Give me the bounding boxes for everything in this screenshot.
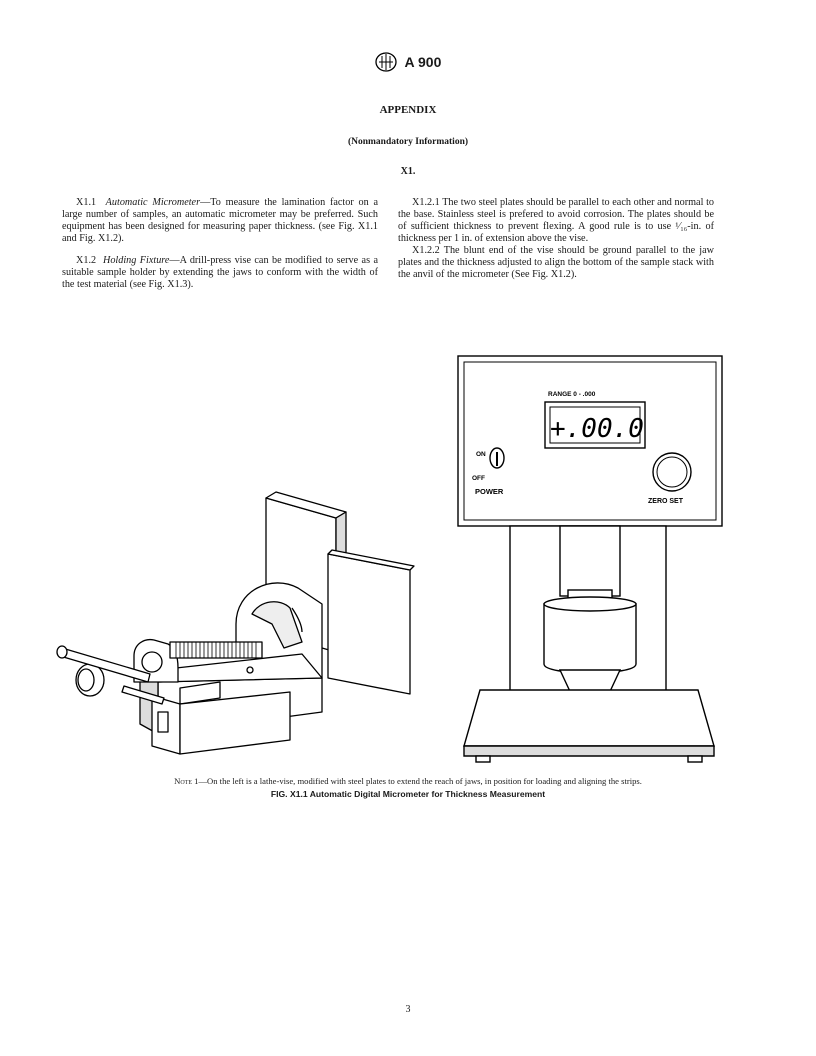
document-header [0, 52, 816, 72]
document-designation: A 900 [404, 54, 442, 70]
paragraph-x1-2 [62, 255, 378, 291]
section-heading: X1. [400, 166, 416, 177]
zero-set-label: ZERO SET [648, 498, 684, 505]
paragraph-x1-2-1: X1.2.1 The two steel plates should be parallel to each other and normal to the base. Stainless steel is prefered to avoid corrosion. The plates should be of sufficient thickness to prevent flexing. A good rule is to use ¹⁄₁₆-in. of thickness per 1 in. of extension above the vise. [398, 197, 714, 244]
digital-readout: +.00.0 [550, 414, 644, 444]
left-column [62, 197, 378, 301]
paragraph-number: X1.2 [76, 255, 97, 266]
figure-illustration [40, 352, 780, 772]
astm-logo-icon [375, 52, 397, 72]
paragraph-x1-1 [62, 197, 378, 245]
right-column [398, 197, 714, 291]
note-label: Note 1 [174, 776, 199, 786]
figure-drawing [40, 352, 780, 772]
vise-drawing [57, 492, 414, 754]
appendix-title: APPENDIX [379, 104, 437, 116]
range-label: RANGE 0 - .000 [548, 391, 596, 398]
figure-caption: FIG. X1.1 Automatic Digital Micrometer for Thickness Measurement [270, 789, 546, 799]
paragraph-title: Automatic Micrometer [105, 197, 201, 208]
paragraph-number: X1.1 [76, 197, 97, 208]
power-label: POWER [475, 487, 504, 496]
appendix-subtitle: (Nonmandatory Information) [347, 137, 469, 147]
paragraph-x1-2-2: X1.2.2 The blunt end of the vise should be ground parallel to the jaw plates and the thickness adjusted to align the bottom of the sample stack with the anvil of the micrometer (See Fig. X1.2). [398, 245, 714, 280]
figure-note [0, 776, 816, 786]
paragraph-title: Holding Fixture [102, 255, 170, 266]
paragraph-text: —To measure the lamination factor on a large number of samples, an automatic micrometer may be preferred. Such equipment has been designed for measuring paper thickness. (see Fig. X1.1 and Fig. X1.2). [62, 197, 379, 244]
off-label: OFF [472, 475, 485, 482]
on-label: ON [476, 451, 486, 458]
page-number: 3 [405, 1004, 411, 1015]
note-text: —On the left is a lathe-vise, modified with steel plates to extend the reach of jaws, in position for loading and aligning the strips. [198, 776, 642, 786]
paragraph-text: —A drill-press vise can be modified to serve as a suitable sample holder by extending the jaws to conform with the width of the test material (see Fig. X1.3). [62, 255, 378, 290]
